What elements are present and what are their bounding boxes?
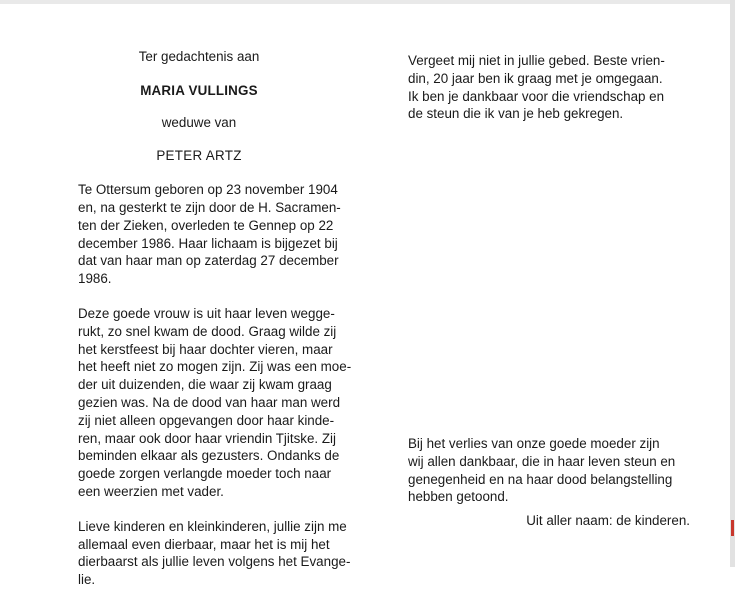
text-line: het heeft niet zo mogen zijn. Zij was een moe- [78,359,352,375]
text-line: ten der Zieken, overleden te Gennep op 22 [78,217,334,233]
text-line: Te Ottersum geboren op 23 november 1904 [78,182,338,198]
text-line: Vergeet mij niet in jullie gebed. Beste vrien- [408,53,665,68]
text-line: het kerstfeest bij haar dochter vieren, maar [78,341,333,357]
widow-of-text: weduwe van [161,114,237,130]
text-line: dierbaarst als jullie leven volgens het Evange- [78,554,351,570]
text-line: goede zorgen verlangde moeder toch naar [78,466,332,482]
text-line: der uit duizenden, die waar zij kwam graag [78,377,332,393]
text-line: 1986. [78,271,112,287]
biography-paragraph [78,181,341,288]
text-line: ren, maar ook door haar vriendin Tjitske. Zij [78,430,337,446]
deceased-name: MARIA VULLINGS [140,82,258,98]
edge-mark [731,520,734,536]
text-line: genegenheid en na haar dood belangstelling [408,471,673,487]
in-memory-heading: Ter gedachtenis aan [138,49,260,64]
text-line: allemaal even dierbaar, maar het is mij het [78,536,330,552]
text-line: en, na gesterkt te zijn door de H. Sacramen- [78,199,341,215]
text-line: een weerzien met vader. [78,483,224,499]
text-line: lie. [78,572,96,588]
text-line: zij niet alleen opgevangen door haar kinde- [78,412,335,428]
thanks-paragraph [408,435,692,506]
husband-name: PETER ARTZ [156,148,242,164]
text-line: Bij het verlies van onze goede moeder zijn [408,436,660,451]
text-line: de steun die ik van je heb gekregen. [408,106,624,122]
text-line: Ik ben je dankbaar voor die vriendschap en [408,88,665,104]
text-line: rukt, zo snel kwam de dood. Graag wilde zij [78,323,337,339]
text-line: december 1986. Haar lichaam is bijgezet bij [78,235,338,251]
left-column [78,48,352,606]
signature: Uit aller naam: de kinderen. [526,513,690,529]
text-line: hebben getoond. [408,489,509,505]
right-column [408,52,692,529]
text-line: din, 20 jaar ben ik graag met je omgegaan. [408,70,663,86]
page-edge [730,0,735,567]
text-line: wij allen dankbaar, die in haar leven steun en [408,453,676,469]
message-to-children-paragraph [78,518,351,589]
tribute-paragraph [78,305,352,501]
friendship-paragraph [408,52,692,123]
text-line: gezien was. Na de dood van haar man werd [78,394,341,410]
text-line: dat van haar man op zaterdag 27 december [78,253,339,269]
text-line: Deze goede vrouw is uit haar leven wegge- [78,305,335,321]
page-edge [0,0,735,4]
thanks-block [408,435,692,530]
text-line: Lieve kinderen en kleinkinderen, jullie zijn me [78,518,347,534]
text-line: beminden elkaar als gezusters. Ondanks de [78,448,340,464]
